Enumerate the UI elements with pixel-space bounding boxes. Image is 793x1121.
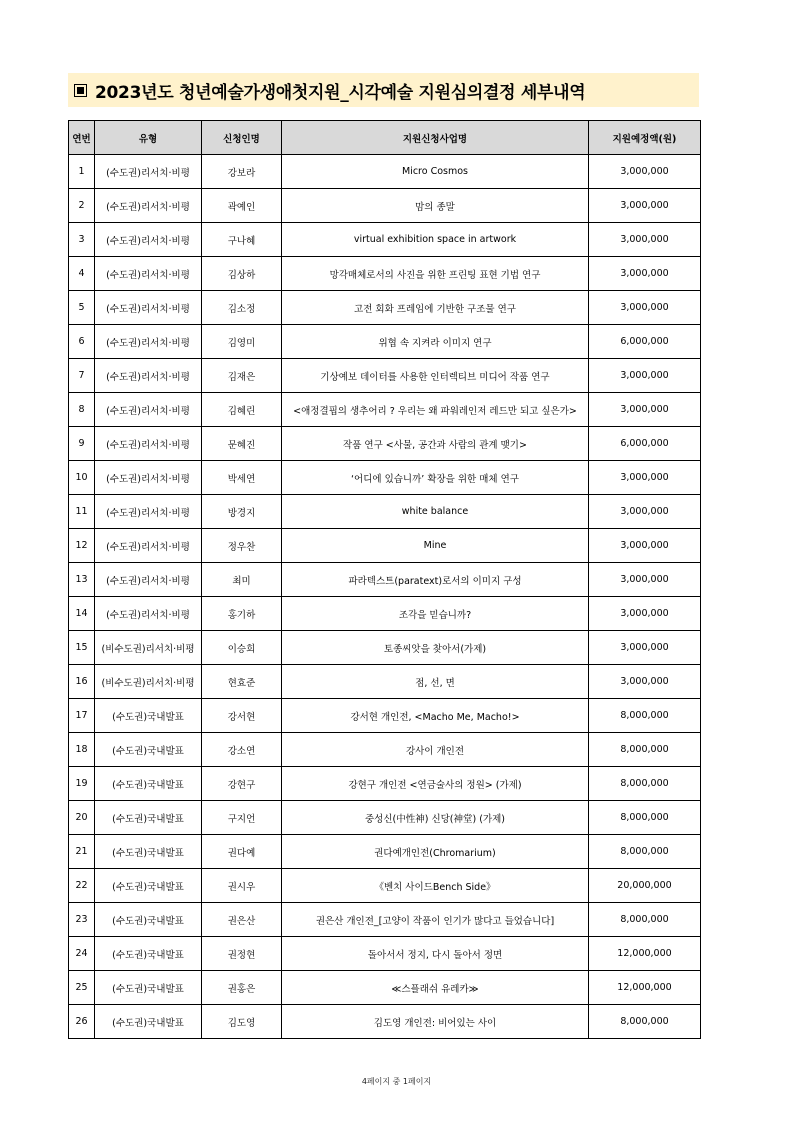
row-applicant: 방경지 xyxy=(202,495,282,529)
table-row xyxy=(69,733,701,767)
row-applicant: 김영미 xyxy=(202,325,282,359)
table-row xyxy=(69,903,701,937)
table-row xyxy=(69,155,701,189)
row-project: Micro Cosmos xyxy=(282,155,589,189)
row-project: 위협 속 지켜라 이미지 연구 xyxy=(282,325,589,359)
row-amount: 3,000,000 xyxy=(589,495,701,529)
row-applicant: 강보라 xyxy=(202,155,282,189)
row-amount: 3,000,000 xyxy=(589,665,701,699)
table-header-row xyxy=(69,121,701,155)
row-number: 10 xyxy=(69,461,95,495)
row-number: 25 xyxy=(69,971,95,1005)
row-project: ‘어디에 있습니까’ 확장을 위한 매체 연구 xyxy=(282,461,589,495)
row-project: 강현구 개인전 <연금술사의 정원> (가제) xyxy=(282,767,589,801)
row-amount: 20,000,000 xyxy=(589,869,701,903)
table-row xyxy=(69,427,701,461)
row-project: Mine xyxy=(282,529,589,563)
document-title-band xyxy=(68,73,699,107)
row-type: (수도권)리서치·비평 xyxy=(95,597,202,631)
row-amount: 8,000,000 xyxy=(589,699,701,733)
row-applicant: 정우찬 xyxy=(202,529,282,563)
row-type: (수도권)국내발표 xyxy=(95,869,202,903)
row-type: (수도권)리서치·비평 xyxy=(95,325,202,359)
row-applicant: 김도영 xyxy=(202,1005,282,1039)
row-number: 2 xyxy=(69,189,95,223)
row-type: (수도권)리서치·비평 xyxy=(95,461,202,495)
row-type: (수도권)리서치·비평 xyxy=(95,393,202,427)
row-amount: 12,000,000 xyxy=(589,937,701,971)
row-number: 5 xyxy=(69,291,95,325)
row-number: 8 xyxy=(69,393,95,427)
row-amount: 3,000,000 xyxy=(589,359,701,393)
row-applicant: 구지언 xyxy=(202,801,282,835)
row-type: (수도권)국내발표 xyxy=(95,835,202,869)
table-row xyxy=(69,495,701,529)
header-applicant: 신청인명 xyxy=(202,121,282,155)
row-project: 점, 선, 면 xyxy=(282,665,589,699)
document-title: 2023년도 청년예술가생애첫지원_시각예술 지원심의결정 세부내역 xyxy=(95,82,586,103)
row-type: (수도권)리서치·비평 xyxy=(95,189,202,223)
row-amount: 3,000,000 xyxy=(589,189,701,223)
row-applicant: 김재은 xyxy=(202,359,282,393)
row-project: 망각매체로서의 사진을 위한 프린팅 표현 기법 연구 xyxy=(282,257,589,291)
table-row xyxy=(69,801,701,835)
row-project: 강서현 개인전, <Macho Me, Macho!> xyxy=(282,699,589,733)
header-amount: 지원예정액(원) xyxy=(589,121,701,155)
row-project: 권다예개인전(Chromarium) xyxy=(282,835,589,869)
row-type: (수도권)리서치·비평 xyxy=(95,529,202,563)
row-amount: 8,000,000 xyxy=(589,801,701,835)
row-applicant: 이승희 xyxy=(202,631,282,665)
table-row xyxy=(69,699,701,733)
row-applicant: 강현구 xyxy=(202,767,282,801)
table-body xyxy=(69,155,701,1039)
table-row xyxy=(69,835,701,869)
row-number: 15 xyxy=(69,631,95,665)
row-type: (수도권)국내발표 xyxy=(95,801,202,835)
row-project: 조각을 믿습니까? xyxy=(282,597,589,631)
row-number: 4 xyxy=(69,257,95,291)
row-type: (수도권)리서치·비평 xyxy=(95,223,202,257)
row-project: <애정결핍의 생추어리 ? 우리는 왜 파워레인저 레드만 되고 싶은가> xyxy=(282,393,589,427)
row-project: white balance xyxy=(282,495,589,529)
table-row xyxy=(69,325,701,359)
row-applicant: 김혜린 xyxy=(202,393,282,427)
support-decision-table xyxy=(68,120,701,1039)
row-applicant: 권시우 xyxy=(202,869,282,903)
row-amount: 6,000,000 xyxy=(589,325,701,359)
row-project: 맘의 종말 xyxy=(282,189,589,223)
row-project: 파라텍스트(paratext)로서의 이미지 구성 xyxy=(282,563,589,597)
row-amount: 3,000,000 xyxy=(589,563,701,597)
row-project: 권은산 개인전_[고양이 작품이 인기가 많다고 들었습니다] xyxy=(282,903,589,937)
row-type: (수도권)국내발표 xyxy=(95,1005,202,1039)
row-project: 《벤치 사이드Bench Side》 xyxy=(282,869,589,903)
row-project: 토종씨앗을 찾아서(가제) xyxy=(282,631,589,665)
row-amount: 3,000,000 xyxy=(589,223,701,257)
row-applicant: 문혜진 xyxy=(202,427,282,461)
row-applicant: 구나혜 xyxy=(202,223,282,257)
row-applicant: 강서현 xyxy=(202,699,282,733)
row-type: (비수도권)리서치·비평 xyxy=(95,631,202,665)
table-row xyxy=(69,461,701,495)
row-type: (수도권)리서치·비평 xyxy=(95,563,202,597)
row-type: (수도권)리서치·비평 xyxy=(95,495,202,529)
table-row xyxy=(69,767,701,801)
table-row xyxy=(69,223,701,257)
row-applicant: 현효준 xyxy=(202,665,282,699)
row-amount: 3,000,000 xyxy=(589,257,701,291)
row-amount: 8,000,000 xyxy=(589,903,701,937)
row-project: 돌아서서 정지, 다시 돌아서 정면 xyxy=(282,937,589,971)
row-project: 고전 회화 프레임에 기반한 구조물 연구 xyxy=(282,291,589,325)
row-number: 18 xyxy=(69,733,95,767)
row-applicant: 권홍은 xyxy=(202,971,282,1005)
row-applicant: 권다예 xyxy=(202,835,282,869)
table-row xyxy=(69,257,701,291)
row-amount: 8,000,000 xyxy=(589,733,701,767)
row-applicant: 김소정 xyxy=(202,291,282,325)
row-project: ≪스플래쉬 유레카≫ xyxy=(282,971,589,1005)
row-type: (수도권)리서치·비평 xyxy=(95,155,202,189)
row-project: 강사이 개인전 xyxy=(282,733,589,767)
row-type: (수도권)국내발표 xyxy=(95,971,202,1005)
header-project: 지원신청사업명 xyxy=(282,121,589,155)
row-amount: 8,000,000 xyxy=(589,1005,701,1039)
row-type: (수도권)리서치·비평 xyxy=(95,291,202,325)
row-applicant: 권은산 xyxy=(202,903,282,937)
row-amount: 8,000,000 xyxy=(589,835,701,869)
table-row xyxy=(69,529,701,563)
row-applicant: 강소연 xyxy=(202,733,282,767)
table-row xyxy=(69,631,701,665)
row-amount: 3,000,000 xyxy=(589,155,701,189)
row-type: (수도권)리서치·비평 xyxy=(95,257,202,291)
row-number: 20 xyxy=(69,801,95,835)
row-applicant: 박세연 xyxy=(202,461,282,495)
row-amount: 3,000,000 xyxy=(589,529,701,563)
row-type: (수도권)리서치·비평 xyxy=(95,359,202,393)
row-applicant: 홍기하 xyxy=(202,597,282,631)
table-row xyxy=(69,291,701,325)
row-number: 6 xyxy=(69,325,95,359)
row-number: 17 xyxy=(69,699,95,733)
row-amount: 6,000,000 xyxy=(589,427,701,461)
row-number: 3 xyxy=(69,223,95,257)
page-indicator: 4페이지 중 1페이지 xyxy=(361,1077,432,1086)
row-number: 1 xyxy=(69,155,95,189)
row-number: 21 xyxy=(69,835,95,869)
row-number: 11 xyxy=(69,495,95,529)
row-number: 7 xyxy=(69,359,95,393)
row-project: 중성신(中性神) 신당(神堂) (가제) xyxy=(282,801,589,835)
row-type: (수도권)국내발표 xyxy=(95,699,202,733)
row-amount: 12,000,000 xyxy=(589,971,701,1005)
row-applicant: 최미 xyxy=(202,563,282,597)
square-bullet-icon xyxy=(74,84,87,97)
row-number: 12 xyxy=(69,529,95,563)
row-number: 26 xyxy=(69,1005,95,1039)
table-row xyxy=(69,1005,701,1039)
row-type: (수도권)국내발표 xyxy=(95,767,202,801)
row-amount: 3,000,000 xyxy=(589,291,701,325)
table-row xyxy=(69,937,701,971)
row-type: (비수도권)리서치·비평 xyxy=(95,665,202,699)
row-number: 22 xyxy=(69,869,95,903)
table-row xyxy=(69,359,701,393)
header-no: 연번 xyxy=(69,121,95,155)
row-applicant: 김상하 xyxy=(202,257,282,291)
table-row xyxy=(69,189,701,223)
row-project: 작품 연구 <사물, 공간과 사람의 관계 맺기> xyxy=(282,427,589,461)
table-row xyxy=(69,563,701,597)
row-number: 23 xyxy=(69,903,95,937)
row-amount: 3,000,000 xyxy=(589,461,701,495)
row-number: 19 xyxy=(69,767,95,801)
row-applicant: 권정현 xyxy=(202,937,282,971)
row-type: (수도권)국내발표 xyxy=(95,733,202,767)
table-row xyxy=(69,971,701,1005)
row-amount: 3,000,000 xyxy=(589,393,701,427)
row-applicant: 곽예인 xyxy=(202,189,282,223)
row-number: 14 xyxy=(69,597,95,631)
row-number: 9 xyxy=(69,427,95,461)
row-type: (수도권)리서치·비평 xyxy=(95,427,202,461)
row-type: (수도권)국내발표 xyxy=(95,937,202,971)
row-amount: 3,000,000 xyxy=(589,597,701,631)
table-row xyxy=(69,393,701,427)
table-row xyxy=(69,597,701,631)
row-type: (수도권)국내발표 xyxy=(95,903,202,937)
row-number: 16 xyxy=(69,665,95,699)
row-project: virtual exhibition space in artwork xyxy=(282,223,589,257)
row-project: 김도영 개인전: 비어있는 사이 xyxy=(282,1005,589,1039)
row-amount: 8,000,000 xyxy=(589,767,701,801)
row-number: 13 xyxy=(69,563,95,597)
header-type: 유형 xyxy=(95,121,202,155)
row-number: 24 xyxy=(69,937,95,971)
table-row xyxy=(69,665,701,699)
table-row xyxy=(69,869,701,903)
row-amount: 3,000,000 xyxy=(589,631,701,665)
row-project: 기상예보 데이터를 사용한 인터렉티브 미디어 작품 연구 xyxy=(282,359,589,393)
